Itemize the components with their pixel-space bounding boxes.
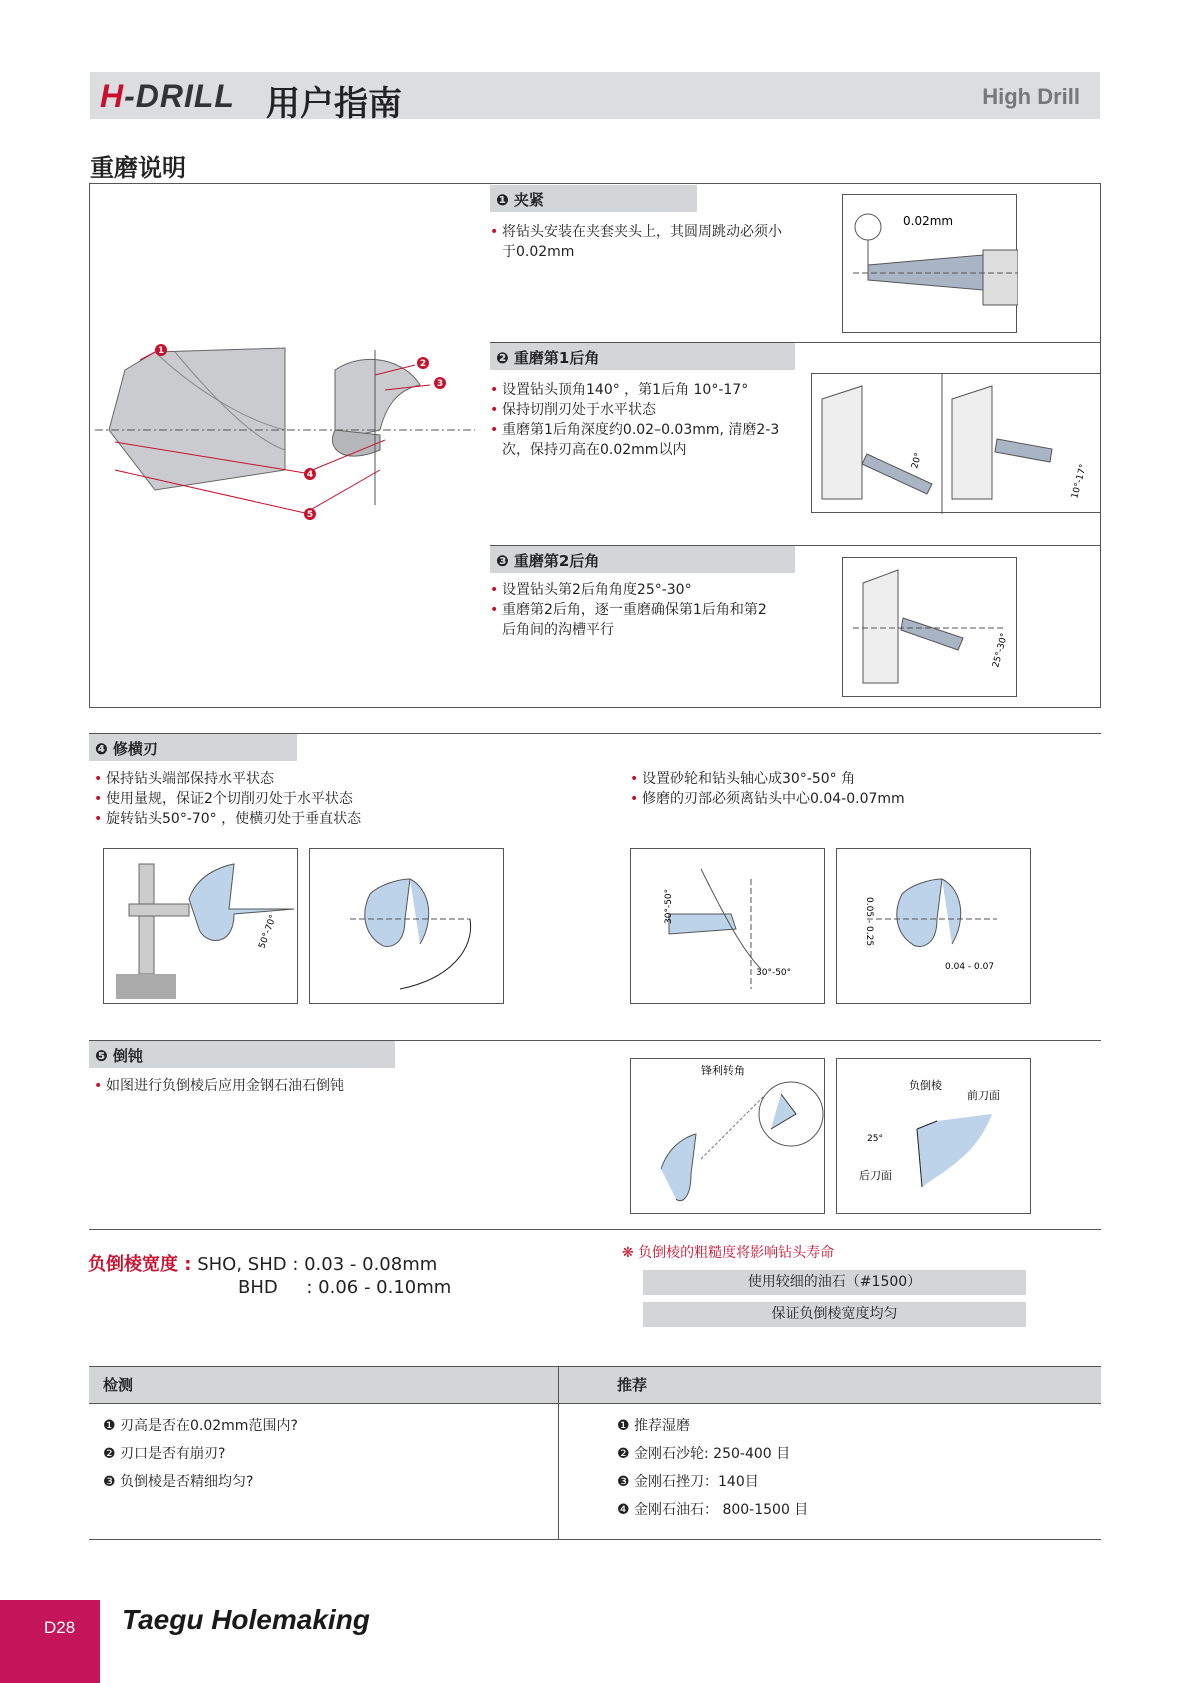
divider bbox=[89, 1229, 1101, 1230]
header-band bbox=[90, 72, 1100, 119]
callout-5: 5 bbox=[306, 510, 314, 520]
land-width-row2: BHD : 0.06 - 0.10mm bbox=[238, 1277, 452, 1298]
callout-1: 1 bbox=[157, 346, 165, 356]
step4-bullets-left: • 保持钻头端部保持水平状态 • 使用量规，保证2个切削刃处于水平状态 • 旋转钻头50°-70° ，使横刃处于垂直状态 bbox=[94, 769, 594, 829]
step4-figure-4 bbox=[836, 848, 1031, 1004]
step5-figure-1 bbox=[630, 1058, 825, 1214]
callout-3: 3 bbox=[436, 379, 444, 389]
step4-fig-label-3: 30°-50° bbox=[756, 968, 792, 978]
land-width bbox=[88, 1250, 437, 1276]
step4-figure-3 bbox=[630, 848, 825, 1004]
table-header bbox=[89, 1367, 1101, 1404]
step2-fig-label-1: 20° bbox=[910, 451, 925, 470]
section-title: 重磨说明 bbox=[90, 154, 186, 182]
step3-title: ❸ 重磨第2后角 bbox=[490, 546, 795, 573]
land-width-label: 负倒棱宽度 : bbox=[88, 1254, 192, 1275]
page-number: D28 bbox=[0, 1600, 100, 1683]
step4-bullets-right: • 设置砂轮和钻头轴心成30°-50° 角 • 修磨的刃部必须离钻头中心0.04-0.07mm bbox=[630, 769, 1080, 809]
step5-fig-label-4: 25° bbox=[867, 1134, 883, 1144]
step1-fig-label: 0.02mm bbox=[903, 214, 954, 228]
step1-figure bbox=[842, 194, 1017, 333]
step5-fig-label-5: 后刀面 bbox=[859, 1169, 892, 1182]
brand-logo: Taegu Holemaking bbox=[122, 1604, 370, 1635]
land-width-row1: SHO, SHD : 0.03 - 0.08mm bbox=[197, 1254, 438, 1275]
step2-bullets: • 设置钻头顶角140° ，第1后角 10°-17° • 保持切削刃处于水平状态 • 重磨第1后角深度约0.02–0.03mm, 清磨2-3次，保持刃高在0.02mm以内 bbox=[490, 380, 780, 460]
step5-figure-2 bbox=[836, 1058, 1031, 1214]
step1-title: ❶ 夹紧 bbox=[490, 185, 697, 212]
header-subtitle: High Drill bbox=[982, 84, 1080, 109]
check-list: ❶ 刃高是否在0.02mm范围内? ❷ 刃口是否有崩刃? ❸ 负倒棱是否精细均匀? bbox=[89, 1404, 559, 1540]
step2-figure bbox=[811, 373, 1101, 513]
step2-fig-label-2: 10°-17° bbox=[1070, 463, 1089, 500]
callout-4: 4 bbox=[306, 470, 314, 480]
step2-title: ❷ 重磨第1后角 bbox=[490, 343, 795, 370]
page-title: 用户指南 bbox=[266, 84, 402, 124]
step4-fig-label-2: 30°-50° bbox=[664, 888, 674, 924]
step4-figure-2 bbox=[309, 848, 504, 1004]
tip-1: 使用较细的油石（#1500） bbox=[643, 1270, 1026, 1295]
tip-2: 保证负倒棱宽度均匀 bbox=[643, 1302, 1026, 1327]
step1-bullets: • 将钻头安装在夹套夹头上，其圆周跳动必须小于0.02mm bbox=[490, 222, 790, 262]
note-text: ❋ 负倒棱的粗糙度将影响钻头寿命 bbox=[622, 1245, 835, 1261]
step5-title: ❺ 倒钝 bbox=[89, 1041, 395, 1068]
drill-diagram bbox=[95, 330, 475, 530]
step3-figure bbox=[842, 557, 1017, 697]
step4-fig-label-4: 0.05 - 0.25 bbox=[864, 897, 874, 947]
step5-fig-label-2: 负倒棱 bbox=[909, 1079, 942, 1092]
step5-fig-label-3: 前刀面 bbox=[967, 1089, 1000, 1102]
step4-fig-label-5: 0.04 - 0.07 bbox=[945, 962, 995, 972]
step5-fig-label-1: 锋利转角 bbox=[701, 1064, 745, 1077]
step4-title: ❹ 修横刃 bbox=[89, 734, 297, 761]
step5-bullets: • 如图进行负倒棱后应用金钢石油石倒钝 bbox=[94, 1076, 574, 1096]
recommend-list: ❶ 推荐湿磨 ❷ 金刚石沙轮: 250-400 目 ❸ 金刚石挫刀：140目 ❹ 金刚石油石： 800-1500 目 bbox=[617, 1418, 809, 1518]
check-table bbox=[89, 1366, 1101, 1540]
header-check: 检测 bbox=[89, 1367, 559, 1403]
step3-fig-label: 25°-30° bbox=[991, 632, 1010, 669]
step3-bullets: • 设置钻头第2后角角度25°-30° • 重磨第2后角，逐一重磨确保第1后角和第2后角间的沟槽平行 bbox=[490, 580, 780, 640]
header-recommend: 推荐 bbox=[617, 1376, 648, 1394]
step4-fig-label-1: 50°-70° bbox=[257, 913, 279, 951]
step4-figure-1 bbox=[103, 848, 298, 1004]
callout-2: 2 bbox=[419, 359, 427, 369]
logo: H-DRILL bbox=[100, 78, 235, 114]
